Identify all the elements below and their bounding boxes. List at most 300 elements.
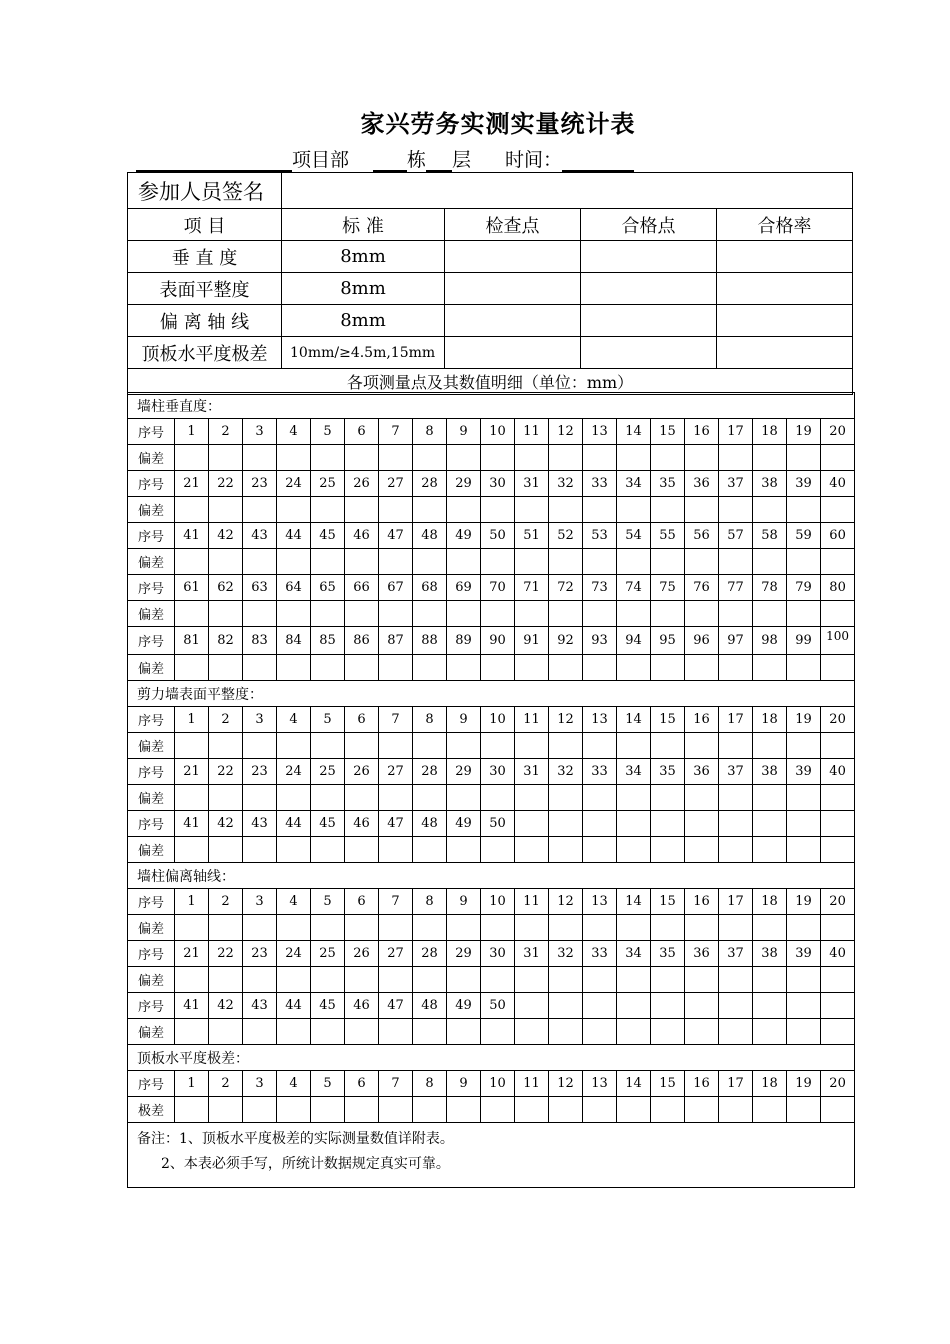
- value-cell[interactable]: [515, 837, 549, 863]
- project-name-blank[interactable]: [136, 148, 292, 172]
- summary-row: [128, 337, 853, 369]
- value-cell[interactable]: [243, 915, 277, 941]
- value-cell[interactable]: [447, 1097, 481, 1123]
- building-blank[interactable]: [373, 148, 407, 172]
- value-cell[interactable]: [753, 655, 787, 681]
- seq-number: 7: [379, 419, 413, 445]
- value-cell[interactable]: [753, 733, 787, 759]
- qualified-points-cell[interactable]: [581, 273, 717, 305]
- value-cell[interactable]: [447, 733, 481, 759]
- value-cell[interactable]: [583, 497, 617, 523]
- seq-number: 69: [447, 575, 481, 601]
- value-cell[interactable]: [821, 967, 855, 993]
- value-cell[interactable]: [175, 445, 209, 471]
- value-cell[interactable]: [311, 601, 345, 627]
- value-cell[interactable]: [821, 785, 855, 811]
- value-cell[interactable]: [209, 785, 243, 811]
- value-cell[interactable]: [209, 549, 243, 575]
- value-cell[interactable]: [617, 837, 651, 863]
- value-cell[interactable]: [753, 549, 787, 575]
- value-cell[interactable]: [685, 549, 719, 575]
- value-cell[interactable]: [209, 1097, 243, 1123]
- value-cell[interactable]: [719, 549, 753, 575]
- value-cell[interactable]: [617, 601, 651, 627]
- value-cell[interactable]: [583, 601, 617, 627]
- qualified-points-cell[interactable]: [581, 305, 717, 337]
- value-cell[interactable]: [345, 445, 379, 471]
- value-cell[interactable]: [311, 967, 345, 993]
- value-cell[interactable]: [481, 601, 515, 627]
- value-cell[interactable]: [345, 655, 379, 681]
- seq-number: 12: [549, 1071, 583, 1097]
- value-cell[interactable]: [685, 785, 719, 811]
- value-cell[interactable]: [175, 967, 209, 993]
- value-cell[interactable]: [243, 549, 277, 575]
- value-cell[interactable]: [821, 1019, 855, 1045]
- note-line-2: 2、本表必须手写，所统计数据规定真实可靠。: [161, 1156, 450, 1172]
- value-cell[interactable]: [175, 497, 209, 523]
- seq-number: 18: [753, 707, 787, 733]
- value-cell[interactable]: [481, 497, 515, 523]
- value-cell[interactable]: [787, 549, 821, 575]
- value-cell[interactable]: [515, 601, 549, 627]
- value-cell[interactable]: [617, 915, 651, 941]
- value-cell[interactable]: [311, 837, 345, 863]
- value-cell[interactable]: [379, 497, 413, 523]
- value-cell[interactable]: [787, 785, 821, 811]
- value-cell[interactable]: [345, 733, 379, 759]
- seq-number: 22: [209, 941, 243, 967]
- value-cell[interactable]: [209, 967, 243, 993]
- value-cell[interactable]: [515, 733, 549, 759]
- section-title: 顶板水平度极差：: [128, 1045, 855, 1071]
- value-cell[interactable]: [311, 733, 345, 759]
- value-cell[interactable]: [719, 445, 753, 471]
- value-cell[interactable]: [243, 785, 277, 811]
- seq-number: 37: [719, 759, 753, 785]
- check-points-cell[interactable]: [445, 337, 581, 369]
- value-cell[interactable]: [379, 549, 413, 575]
- value-cell[interactable]: [515, 1019, 549, 1045]
- value-cell[interactable]: [583, 549, 617, 575]
- seq-row: [128, 627, 855, 655]
- value-cell[interactable]: [175, 915, 209, 941]
- value-cell[interactable]: [685, 967, 719, 993]
- seq-number: 40: [821, 759, 855, 785]
- value-cell[interactable]: [583, 733, 617, 759]
- value-cell[interactable]: [243, 733, 277, 759]
- value-cell[interactable]: [685, 837, 719, 863]
- value-cell[interactable]: [549, 655, 583, 681]
- value-cell[interactable]: [719, 1019, 753, 1045]
- value-cell[interactable]: [413, 1097, 447, 1123]
- seq-number: 39: [787, 759, 821, 785]
- value-cell[interactable]: [719, 837, 753, 863]
- value-cell[interactable]: [651, 785, 685, 811]
- value-cell[interactable]: [617, 497, 651, 523]
- seq-number: 24: [277, 759, 311, 785]
- value-cell[interactable]: [787, 967, 821, 993]
- value-cell[interactable]: [379, 1019, 413, 1045]
- value-cell[interactable]: [175, 601, 209, 627]
- value-cell[interactable]: [175, 1019, 209, 1045]
- value-cell[interactable]: [277, 1097, 311, 1123]
- value-cell[interactable]: [651, 445, 685, 471]
- value-cell[interactable]: [787, 601, 821, 627]
- value-cell[interactable]: [787, 1019, 821, 1045]
- time-blank[interactable]: [562, 148, 634, 172]
- value-cell[interactable]: [821, 445, 855, 471]
- value-cell[interactable]: [345, 785, 379, 811]
- value-cell[interactable]: [753, 601, 787, 627]
- value-cell[interactable]: [787, 445, 821, 471]
- value-cell[interactable]: [685, 655, 719, 681]
- value-cell[interactable]: [753, 967, 787, 993]
- value-cell[interactable]: [549, 915, 583, 941]
- value-cell[interactable]: [175, 1097, 209, 1123]
- value-cell[interactable]: [345, 1019, 379, 1045]
- value-cell[interactable]: [311, 655, 345, 681]
- value-cell[interactable]: [311, 445, 345, 471]
- value-cell[interactable]: [209, 837, 243, 863]
- value-cell[interactable]: [311, 549, 345, 575]
- value-cell[interactable]: [175, 733, 209, 759]
- value-cell[interactable]: [753, 1019, 787, 1045]
- value-cell[interactable]: [651, 1019, 685, 1045]
- value-cell[interactable]: [311, 497, 345, 523]
- value-cell[interactable]: [583, 445, 617, 471]
- value-cell[interactable]: [515, 445, 549, 471]
- value-cell[interactable]: [413, 601, 447, 627]
- value-cell[interactable]: [345, 967, 379, 993]
- seq-row: [128, 993, 855, 1019]
- value-cell[interactable]: [209, 1019, 243, 1045]
- value-cell[interactable]: [481, 785, 515, 811]
- value-cell[interactable]: [583, 915, 617, 941]
- value-cell[interactable]: [481, 915, 515, 941]
- value-cell[interactable]: [175, 785, 209, 811]
- value-cell[interactable]: [787, 497, 821, 523]
- value-cell[interactable]: [345, 601, 379, 627]
- seq-number: 19: [787, 707, 821, 733]
- value-cell[interactable]: [277, 445, 311, 471]
- value-cell[interactable]: [821, 655, 855, 681]
- value-cell[interactable]: [685, 445, 719, 471]
- check-points-cell[interactable]: [445, 305, 581, 337]
- value-cell[interactable]: [413, 655, 447, 681]
- value-cell[interactable]: [311, 915, 345, 941]
- value-cell[interactable]: [651, 601, 685, 627]
- value-cell[interactable]: [787, 837, 821, 863]
- pass-rate-cell[interactable]: [717, 305, 853, 337]
- value-cell[interactable]: [549, 785, 583, 811]
- seq-number: 26: [345, 941, 379, 967]
- value-cell[interactable]: [413, 497, 447, 523]
- seq-number: 48: [413, 523, 447, 549]
- value-cell[interactable]: [617, 967, 651, 993]
- value-cell[interactable]: [413, 1019, 447, 1045]
- value-cell[interactable]: [379, 655, 413, 681]
- value-cell[interactable]: [277, 655, 311, 681]
- seq-number: 45: [311, 811, 345, 837]
- value-cell[interactable]: [379, 915, 413, 941]
- value-cell[interactable]: [277, 733, 311, 759]
- value-cell[interactable]: [685, 601, 719, 627]
- value-cell[interactable]: [311, 1097, 345, 1123]
- value-cell[interactable]: [583, 655, 617, 681]
- value-cell[interactable]: [753, 785, 787, 811]
- value-cell[interactable]: [685, 915, 719, 941]
- value-cell[interactable]: [345, 837, 379, 863]
- value-cell[interactable]: [787, 655, 821, 681]
- value-cell[interactable]: [821, 549, 855, 575]
- value-cell[interactable]: [481, 445, 515, 471]
- value-cell[interactable]: [413, 785, 447, 811]
- seq-number: 34: [617, 941, 651, 967]
- seq-number: 47: [379, 523, 413, 549]
- value-cell[interactable]: [617, 785, 651, 811]
- value-cell[interactable]: [549, 601, 583, 627]
- value-cell[interactable]: [549, 549, 583, 575]
- value-cell[interactable]: [345, 497, 379, 523]
- value-cell[interactable]: [515, 785, 549, 811]
- value-cell[interactable]: [753, 915, 787, 941]
- value-cell[interactable]: [549, 1097, 583, 1123]
- value-cell[interactable]: [821, 733, 855, 759]
- value-cell[interactable]: [447, 837, 481, 863]
- value-row: [128, 549, 855, 575]
- value-cell[interactable]: [685, 1097, 719, 1123]
- value-cell[interactable]: [311, 1019, 345, 1045]
- value-cell[interactable]: [753, 445, 787, 471]
- value-cell[interactable]: [277, 915, 311, 941]
- value-cell[interactable]: [379, 837, 413, 863]
- value-cell[interactable]: [209, 733, 243, 759]
- value-cell[interactable]: [549, 733, 583, 759]
- value-cell[interactable]: [753, 497, 787, 523]
- value-cell[interactable]: [719, 655, 753, 681]
- seq-number: 49: [447, 993, 481, 1019]
- value-cell[interactable]: [481, 967, 515, 993]
- value-cell[interactable]: [549, 837, 583, 863]
- value-cell[interactable]: [719, 915, 753, 941]
- value-cell[interactable]: [719, 733, 753, 759]
- value-cell[interactable]: [413, 837, 447, 863]
- value-cell[interactable]: [481, 655, 515, 681]
- value-cell[interactable]: [243, 1019, 277, 1045]
- value-cell[interactable]: [311, 785, 345, 811]
- seq-number: 16: [685, 707, 719, 733]
- value-cell[interactable]: [685, 1019, 719, 1045]
- value-cell[interactable]: [583, 785, 617, 811]
- value-cell[interactable]: [447, 1019, 481, 1045]
- value-cell[interactable]: [277, 837, 311, 863]
- seq-number: 20: [821, 889, 855, 915]
- value-cell[interactable]: [447, 967, 481, 993]
- value-label: 偏差: [128, 785, 175, 811]
- value-cell[interactable]: [243, 1097, 277, 1123]
- seq-number: 41: [175, 993, 209, 1019]
- value-cell[interactable]: [787, 915, 821, 941]
- value-cell[interactable]: [719, 497, 753, 523]
- value-cell[interactable]: [277, 549, 311, 575]
- value-cell[interactable]: [515, 497, 549, 523]
- value-cell[interactable]: [379, 785, 413, 811]
- value-cell[interactable]: [209, 445, 243, 471]
- value-cell[interactable]: [379, 445, 413, 471]
- value-cell[interactable]: [617, 1097, 651, 1123]
- value-cell[interactable]: [651, 655, 685, 681]
- seq-number: 28: [413, 759, 447, 785]
- seq-number: 65: [311, 575, 345, 601]
- value-cell[interactable]: [175, 655, 209, 681]
- value-cell[interactable]: [447, 497, 481, 523]
- value-cell[interactable]: [481, 1019, 515, 1045]
- value-cell[interactable]: [515, 1097, 549, 1123]
- value-cell[interactable]: [685, 733, 719, 759]
- value-cell[interactable]: [175, 549, 209, 575]
- value-cell[interactable]: [447, 601, 481, 627]
- value-cell[interactable]: [651, 967, 685, 993]
- seq-number: 32: [549, 941, 583, 967]
- value-cell[interactable]: [719, 1097, 753, 1123]
- value-cell[interactable]: [243, 655, 277, 681]
- value-cell[interactable]: [719, 785, 753, 811]
- value-cell[interactable]: [243, 497, 277, 523]
- value-cell[interactable]: [651, 733, 685, 759]
- participants-signature-cell[interactable]: [282, 173, 853, 209]
- value-cell[interactable]: [617, 1019, 651, 1045]
- value-cell[interactable]: [651, 837, 685, 863]
- pass-rate-cell[interactable]: [717, 241, 853, 273]
- value-cell[interactable]: [583, 967, 617, 993]
- value-cell[interactable]: [617, 655, 651, 681]
- value-cell[interactable]: [481, 1097, 515, 1123]
- value-cell[interactable]: [617, 549, 651, 575]
- value-cell[interactable]: [379, 601, 413, 627]
- value-cell[interactable]: [413, 445, 447, 471]
- value-cell[interactable]: [583, 1097, 617, 1123]
- value-cell[interactable]: [549, 967, 583, 993]
- value-cell[interactable]: [345, 1097, 379, 1123]
- measurement-grid: [127, 392, 855, 1188]
- seq-number: 73: [583, 575, 617, 601]
- value-cell[interactable]: [447, 445, 481, 471]
- value-cell[interactable]: [447, 915, 481, 941]
- value-cell[interactable]: [379, 967, 413, 993]
- value-cell[interactable]: [651, 1097, 685, 1123]
- seq-number: 18: [753, 1071, 787, 1097]
- seq-label: 序号: [128, 471, 175, 497]
- value-cell[interactable]: [379, 733, 413, 759]
- value-cell[interactable]: [719, 967, 753, 993]
- seq-number: 6: [345, 707, 379, 733]
- value-cell[interactable]: [447, 549, 481, 575]
- value-cell[interactable]: [821, 497, 855, 523]
- value-cell[interactable]: [685, 497, 719, 523]
- value-cell[interactable]: [549, 497, 583, 523]
- value-cell[interactable]: [379, 1097, 413, 1123]
- value-cell[interactable]: [345, 915, 379, 941]
- value-cell[interactable]: [209, 915, 243, 941]
- value-cell[interactable]: [277, 601, 311, 627]
- value-cell[interactable]: [515, 549, 549, 575]
- value-cell[interactable]: [277, 967, 311, 993]
- value-cell[interactable]: [413, 915, 447, 941]
- check-points-cell[interactable]: [445, 241, 581, 273]
- value-cell[interactable]: [243, 837, 277, 863]
- value-cell[interactable]: [753, 1097, 787, 1123]
- value-cell[interactable]: [243, 967, 277, 993]
- value-cell[interactable]: [209, 655, 243, 681]
- value-cell[interactable]: [277, 785, 311, 811]
- seq-number: 81: [175, 627, 209, 655]
- seq-number: 78: [753, 575, 787, 601]
- seq-number: 77: [719, 575, 753, 601]
- value-cell[interactable]: [277, 1019, 311, 1045]
- value-cell[interactable]: [413, 967, 447, 993]
- value-cell[interactable]: [651, 549, 685, 575]
- value-cell[interactable]: [277, 497, 311, 523]
- pass-rate-cell[interactable]: [717, 273, 853, 305]
- value-cell[interactable]: [345, 549, 379, 575]
- value-cell[interactable]: [515, 915, 549, 941]
- value-cell[interactable]: [617, 445, 651, 471]
- seq-number: 76: [685, 575, 719, 601]
- check-points-cell[interactable]: [445, 273, 581, 305]
- seq-number: 36: [685, 759, 719, 785]
- value-cell[interactable]: [651, 915, 685, 941]
- value-cell[interactable]: [243, 601, 277, 627]
- value-cell[interactable]: [583, 837, 617, 863]
- section-title-row: [128, 1045, 855, 1071]
- value-cell[interactable]: [651, 497, 685, 523]
- value-cell[interactable]: [549, 1019, 583, 1045]
- value-cell[interactable]: [583, 1019, 617, 1045]
- value-cell[interactable]: [719, 601, 753, 627]
- seq-number: 4: [277, 889, 311, 915]
- value-cell[interactable]: [821, 915, 855, 941]
- value-cell[interactable]: [209, 497, 243, 523]
- value-cell[interactable]: [209, 601, 243, 627]
- value-cell[interactable]: [447, 785, 481, 811]
- value-cell[interactable]: [413, 549, 447, 575]
- value-cell[interactable]: [481, 837, 515, 863]
- seq-number: 52: [549, 523, 583, 549]
- value-cell[interactable]: [549, 445, 583, 471]
- value-cell[interactable]: [481, 733, 515, 759]
- value-cell[interactable]: [413, 733, 447, 759]
- floor-blank[interactable]: [426, 148, 452, 172]
- value-cell[interactable]: [753, 837, 787, 863]
- value-cell[interactable]: [787, 733, 821, 759]
- value-cell[interactable]: [481, 549, 515, 575]
- pass-rate-cell[interactable]: [717, 337, 853, 369]
- value-cell[interactable]: [243, 445, 277, 471]
- seq-number: 5: [311, 889, 345, 915]
- qualified-points-cell[interactable]: [581, 337, 717, 369]
- value-cell[interactable]: [515, 655, 549, 681]
- value-cell[interactable]: [821, 601, 855, 627]
- value-cell[interactable]: [447, 655, 481, 681]
- value-cell[interactable]: [821, 1097, 855, 1123]
- value-cell[interactable]: [175, 837, 209, 863]
- value-cell[interactable]: [617, 733, 651, 759]
- value-cell[interactable]: [821, 837, 855, 863]
- qualified-points-cell[interactable]: [581, 241, 717, 273]
- value-cell[interactable]: [787, 1097, 821, 1123]
- value-cell[interactable]: [515, 967, 549, 993]
